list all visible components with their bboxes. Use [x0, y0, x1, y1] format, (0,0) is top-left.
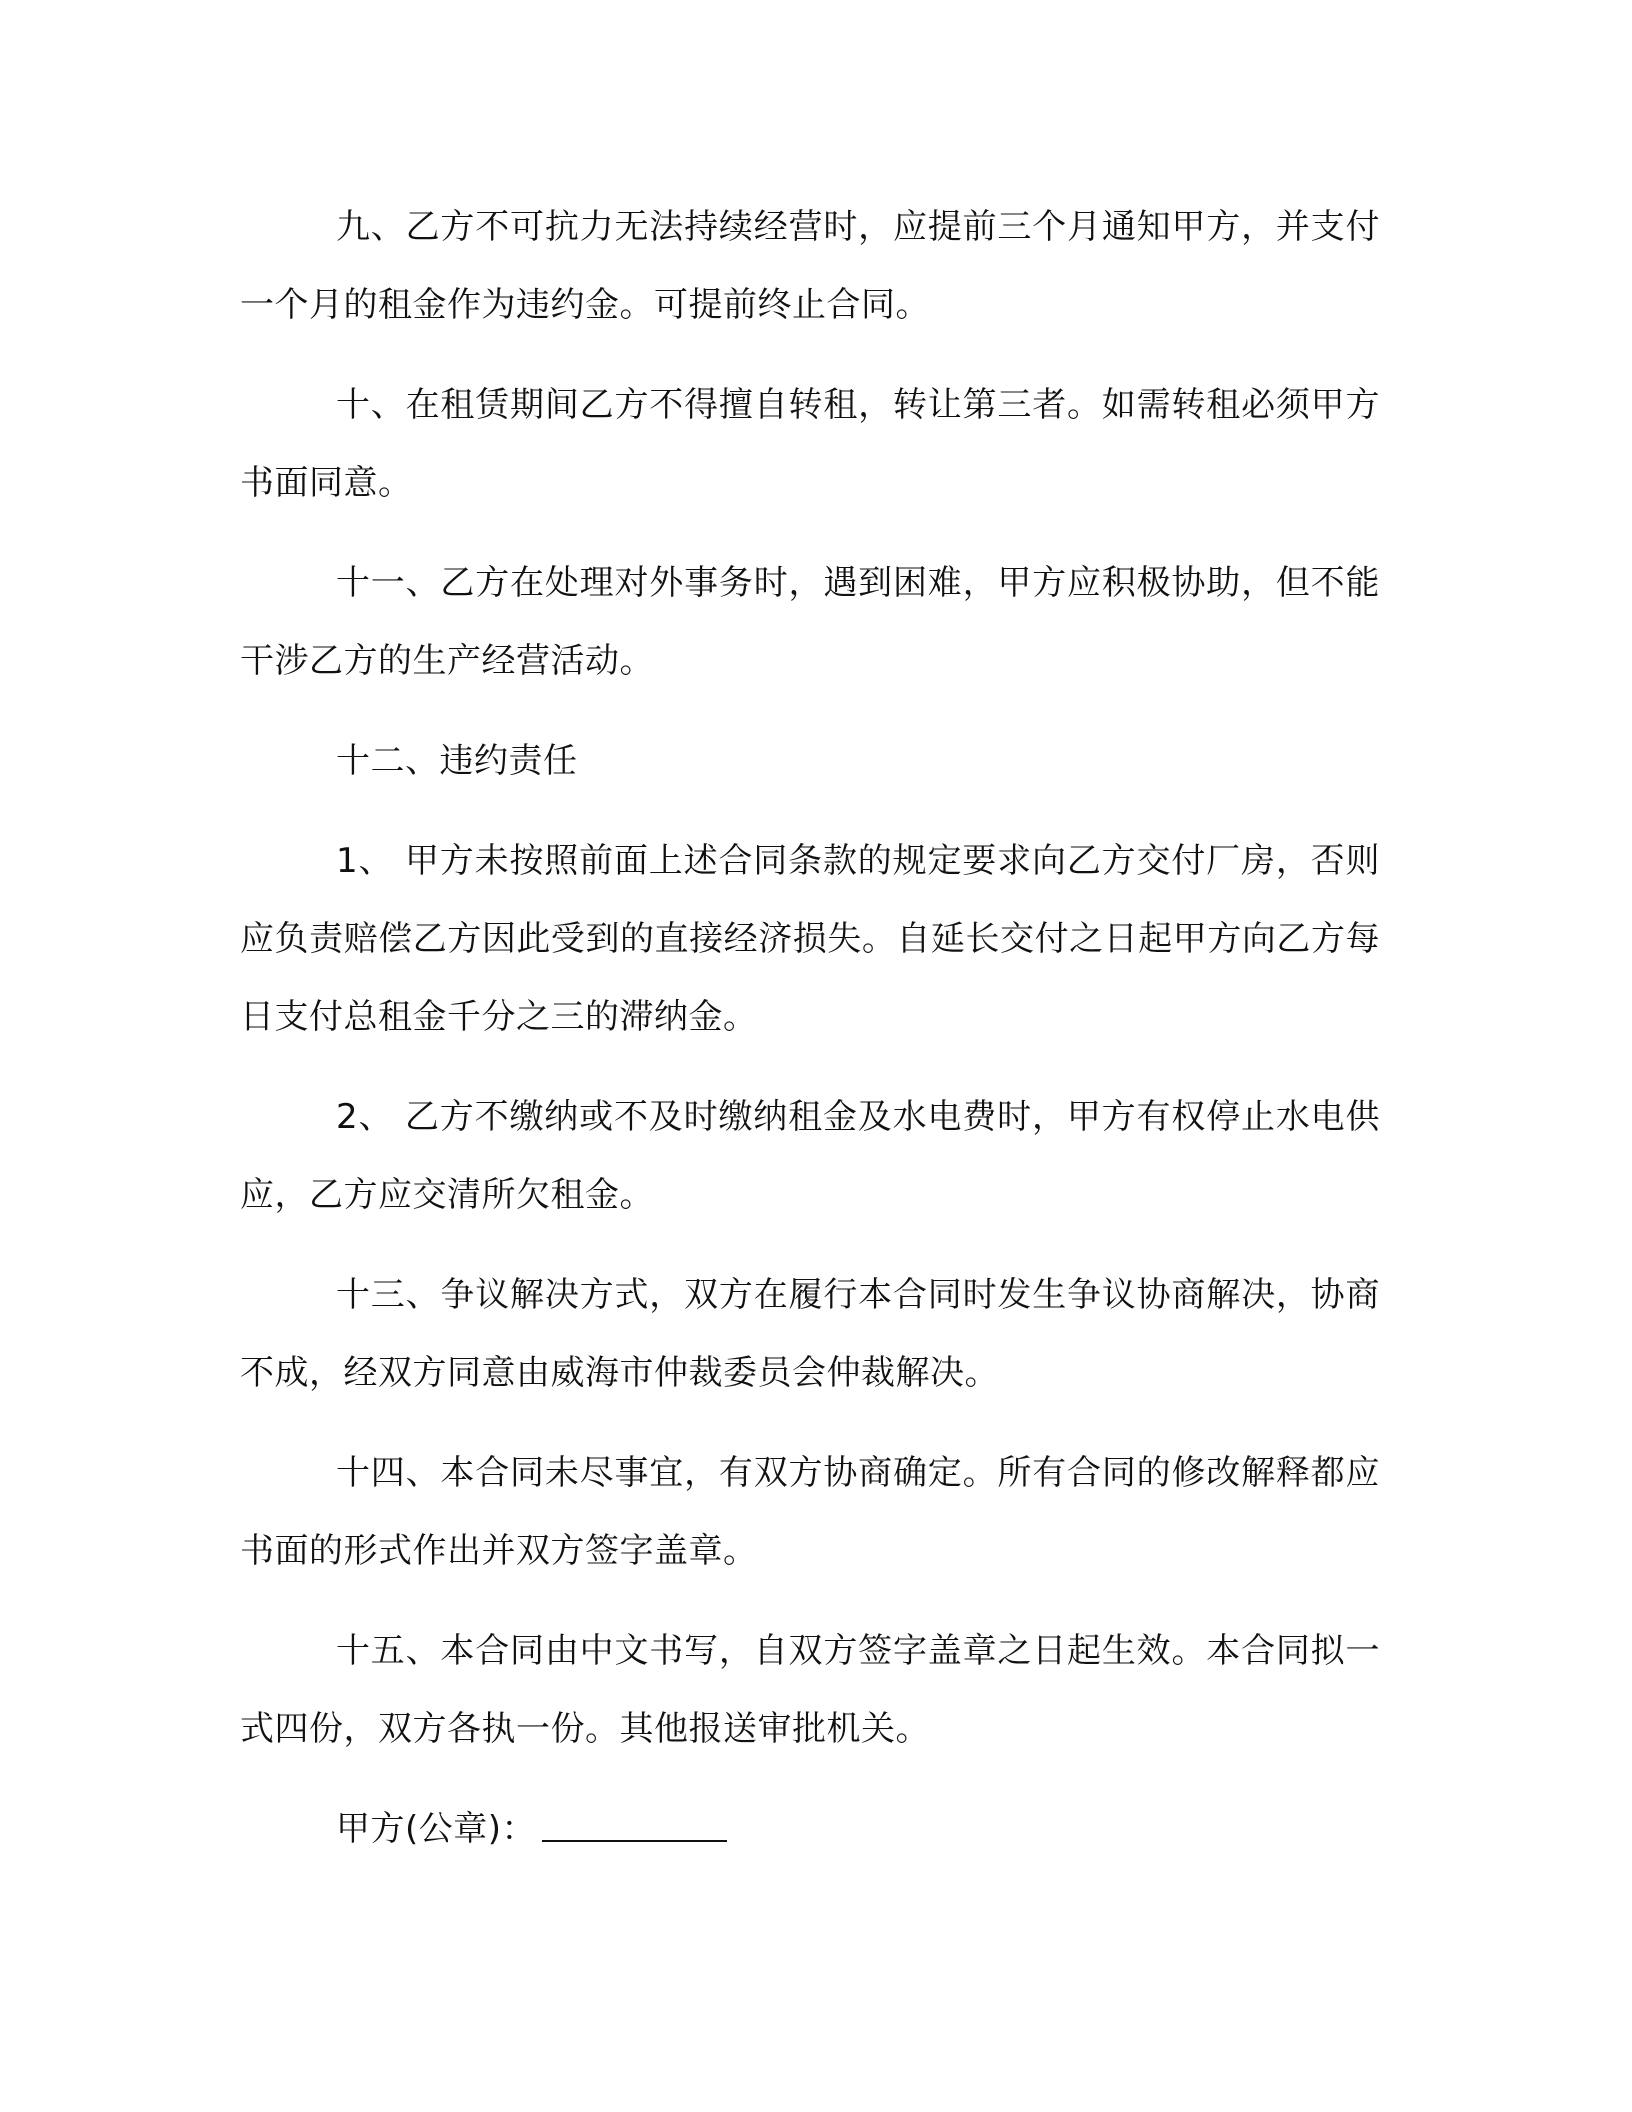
party-a-signature-line	[240, 1790, 1380, 1868]
clause-11: 十一、乙方在处理对外事务时，遇到困难，甲方应积极协助，但不能干涉乙方的生产经营活动。	[240, 563, 1380, 681]
clause-15: 十五、本合同由中文书写，自双方签字盖章之日起生效。本合同拟一式四份，双方各执一份。其他报送审批机关。	[240, 1631, 1380, 1749]
clause-9: 九、乙方不可抗力无法持续经营时，应提前三个月通知甲方，并支付一个月的租金作为违约金。可提前终止合同。	[240, 207, 1380, 325]
contract-body	[240, 188, 1380, 1868]
clause-12-item-2: 2、 乙方不缴纳或不及时缴纳租金及水电费时，甲方有权停止水电供应，乙方应交清所欠租金。	[240, 1097, 1380, 1215]
clause-12-heading: 十二、违约责任	[336, 741, 578, 781]
signature-blank	[542, 1810, 727, 1842]
clause-13: 十三、争议解决方式，双方在履行本合同时发生争议协商解决，协商不成，经双方同意由威海市仲裁委员会仲裁解决。	[240, 1275, 1380, 1393]
clause-12-item-1: 1、 甲方未按照前面上述合同条款的规定要求向乙方交付厂房，否则应负责赔偿乙方因此受到的直接经济损失。自延长交付之日起甲方向乙方每日支付总租金千分之三的滞纳金。	[240, 841, 1380, 1037]
clause-10: 十、在租赁期间乙方不得擅自转租，转让第三者。如需转租必须甲方书面同意。	[240, 385, 1380, 503]
clause-14: 十四、本合同未尽事宜，有双方协商确定。所有合同的修改解释都应书面的形式作出并双方签字盖章。	[240, 1453, 1380, 1571]
party-a-seal-label: 甲方(公章)：	[336, 1809, 537, 1849]
